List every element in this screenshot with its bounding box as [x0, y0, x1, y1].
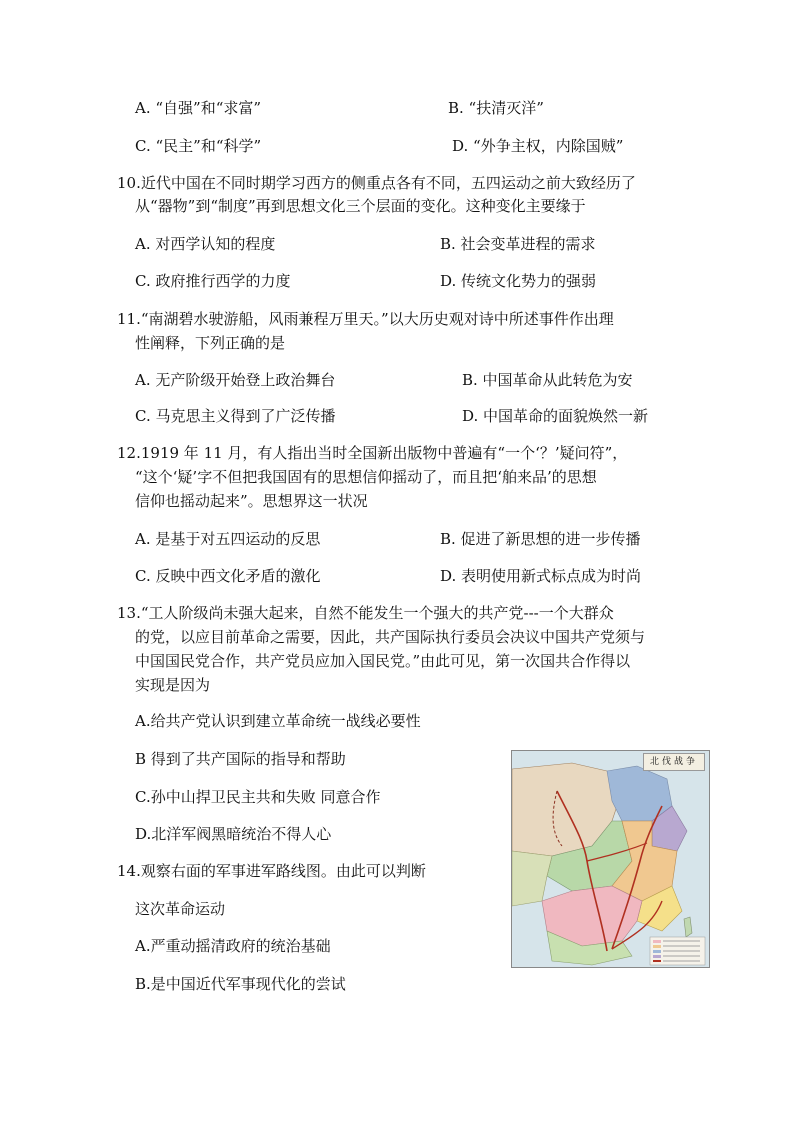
- q13-option-b: B 得到了共产国际的指导和帮助: [135, 750, 346, 768]
- q9-option-c: C. “民主”和“科学”: [135, 137, 262, 155]
- q13-stem-line-1: 13.“工人阶级尚未强大起来，自然不能发生一个强大的共产党---一个大群众: [117, 604, 614, 622]
- q10-option-c: C. 政府推行西学的力度: [135, 272, 291, 290]
- q13-stem-line-2: 的党，以应目前革命之需要，因此，共产国际执行委员会决议中国共产党须与: [135, 628, 646, 646]
- q12-option-b: B. 促进了新思想的进一步传播: [440, 530, 641, 548]
- q14-stem-line-2: 这次革命运动: [135, 900, 226, 918]
- q9-option-b: B. “扶清灭洋”: [448, 99, 544, 117]
- q11-stem-line-2: 性阐释，下列正确的是: [135, 334, 286, 352]
- q10-option-b: B. 社会变革进程的需求: [440, 235, 596, 253]
- q12-stem-line-3: 信仰也摇动起来”。思想界这一状况: [135, 492, 368, 510]
- q10-option-d: D. 传统文化势力的强弱: [440, 272, 597, 290]
- q11-option-c: C. 马克思主义得到了广泛传播: [135, 407, 336, 425]
- q11-option-d: D. 中国革命的面貌焕然一新: [462, 407, 649, 425]
- q11-option-b: B. 中国革命从此转危为安: [462, 371, 633, 389]
- q10-stem-line-2: 从“器物”到“制度”再到思想文化三个层面的变化。这种变化主要缘于: [135, 197, 586, 215]
- q12-option-c: C. 反映中西文化矛盾的激化: [135, 567, 321, 585]
- q12-option-d: D. 表明使用新式标点成为时尚: [440, 567, 642, 585]
- q13-option-d: D.北洋军阀黑暗统治不得人心: [135, 825, 332, 843]
- q13-stem-line-4: 实现是因为: [135, 676, 211, 694]
- q13-stem-line-3: 中国国民党合作，共产党员应加入国民党。”由此可见，第一次国共合作得以: [135, 652, 631, 670]
- q14-option-a: A.严重动摇清政府的统治基础: [135, 937, 331, 955]
- q12-stem-line-1: 12.1919 年 11 月，有人指出当时全国新出版物中普遍有“一个‘？’疑问符”，: [117, 444, 628, 462]
- q13-option-c: C.孙中山捍卫民主共和失败 同意合作: [135, 788, 381, 806]
- q14-stem-line-1: 14.观察右面的军事进军路线图。由此可以判断: [117, 862, 426, 880]
- northern-expedition-map: [511, 750, 710, 968]
- q12-stem-line-2: “这个‘疑’字不但把我国固有的思想信仰摇动了，而且把‘舶来品’的思想: [135, 468, 597, 486]
- q9-option-a: A. “自强”和“求富”: [135, 99, 262, 117]
- q11-option-a: A. 无产阶级开始登上政治舞台: [135, 371, 336, 389]
- q10-option-a: A. 对西学认知的程度: [135, 235, 276, 253]
- q13-option-a: A.给共产党认识到建立革命统一战线必要性: [135, 712, 421, 730]
- q11-stem-line-1: 11.“南湖碧水驶游船，风雨兼程万里天。”以大历史观对诗中所述事件作出理: [117, 310, 614, 328]
- map-title: 北伐战争: [643, 753, 705, 771]
- q12-option-a: A. 是基于对五四运动的反思: [135, 530, 321, 548]
- q14-option-b: B.是中国近代军事现代化的尝试: [135, 975, 346, 993]
- map-drawing: [512, 751, 709, 967]
- q10-stem-line-1: 10.近代中国在不同时期学习西方的侧重点各有不同，五四运动之前大致经历了: [117, 174, 636, 192]
- q9-option-d: D. “外争主权，内除国贼”: [452, 137, 624, 155]
